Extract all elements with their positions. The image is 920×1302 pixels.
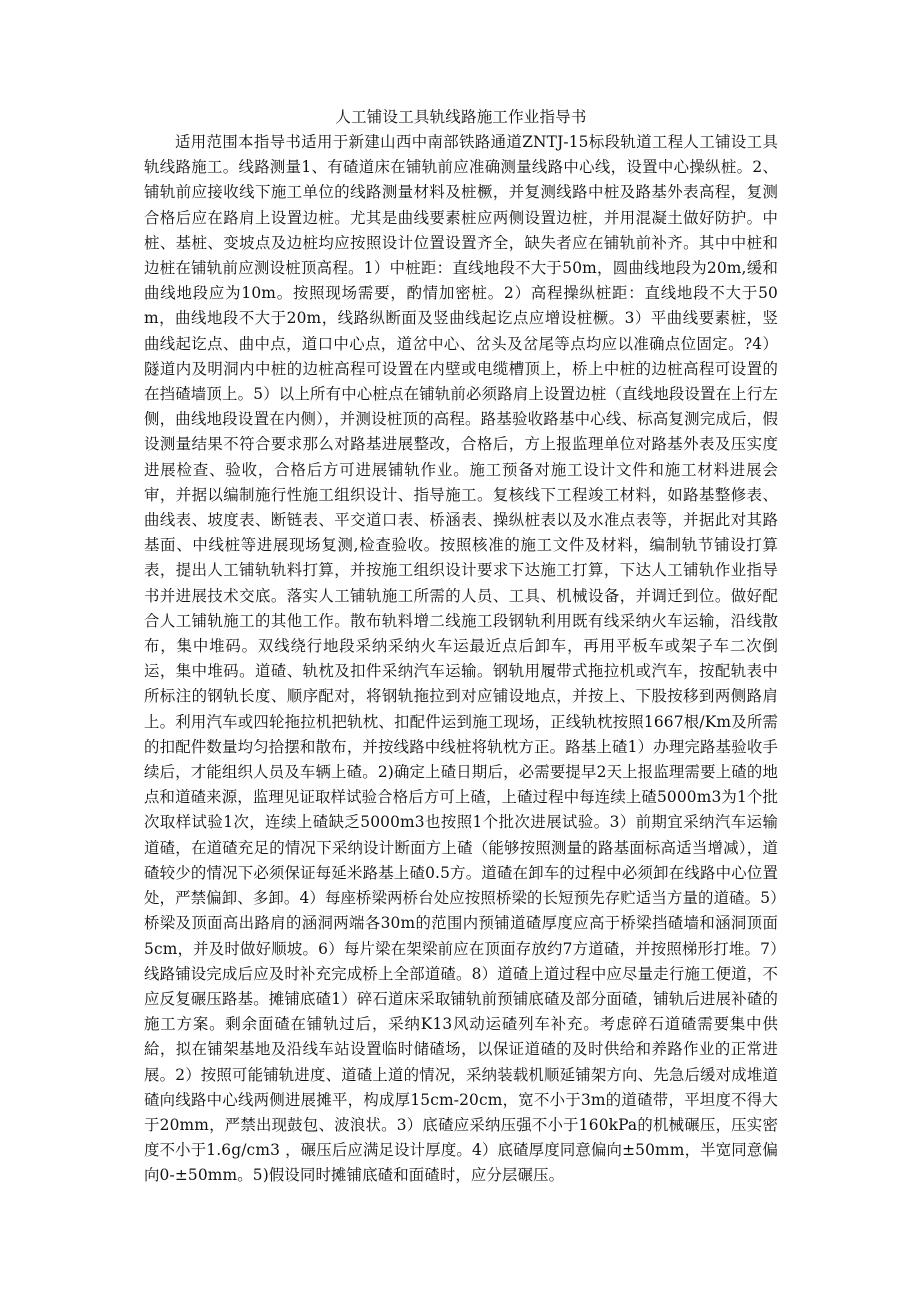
document-page: [144, 104, 778, 1189]
document-title: 人工铺设工具轨线路施工作业指导书: [335, 108, 587, 126]
document-body-paragraph: 适用范围本指导书适用于新建山西中南部铁路通道ZNTJ-15标段轨道工程人工铺设工具轨线路施工。线路测量1、有碴道床在铺轨前应准确测量线路中心线，设置中心操纵桩。2、铺轨前应接收线下施工单位的线路测量材料及桩橛，并复测线路中桩及路基外表高程，复测合格后应在路肩上设置边桩。尤其是曲线要素桩应两侧设置边桩，并用混凝土做好防护。中桩、基桩、变坡点及边桩均应按照设计位置设置齐全，缺失者应在铺轨前补齐。其中中桩和边桩在铺轨前应测设桩顶高程。1）中桩距：直线地段不大于50m，圆曲线地段为20m,缓和曲线地段应为10m。按照现场需要，酌情加密桩。2）高程操纵桩距：直线地段不大于50m，曲线地段不大于20m，线路纵断面及竖曲线起讫点应增设桩橛。3）平曲线要素桩，竖曲线起讫点、曲中点，道口中心点，道岔中心、岔头及岔尾等点均应以准确点位固定。?4）隧道内及明洞内中桩的边桩高程可设置在内壁或电缆槽顶上，桥上中桩的边桩高程可设置的在挡碴墙顶上。5）以上所有中心桩点在铺轨前必须路肩上设置边桩（直线地段设置在上行左侧，曲线地段设置在内侧），并测设桩顶的高程。路基验收路基中心线、标高复测完成后，假设测量结果不符合要求那么对路基进展整改，合格后，方上报监理单位对路基外表及压实度进展检查、验收，合格后方可进展铺轨作业。施工预备对施工设计文件和施工材料进展会审，并据以编制施行性施工组织设计、指导施工。复核线下工程竣工材料，如路基整修表、曲线表、坡度表、断链表、平交道口表、桥涵表、操纵桩表以及水准点表等，并据此对其路基面、中线桩等进展现场复测,检查验收。按照核准的施工文件及材料，编制轨节铺设打算表，提出人工铺轨轨料打算，并按施工组织设计要求下达施工打算，下达人工铺轨作业指导书并进展技术交底。落实人工铺轨施工所需的人员、工具、机械设备，并调迁到位。做好配合人工铺轨施工的其他工作。散布轨料增二线施工段钢轨利用既有线采纳火车运输，沿线散布，集中堆码。双线绕行地段采纳采纳火车运最近点后卸车，再用平板车或架子车二次倒运，集中堆码。道碴、轨枕及扣件采纳汽车运输。钢轨用履带式拖拉机或汽车，按配轨表中所标注的钢轨长度、顺序配对，将钢轨拖拉到对应铺设地点，并按上、下股按移到两侧路肩上。利用汽车或四轮拖拉机把轨枕、扣配件运到施工现场，正线轨枕按照1667根/Km及所需的扣配件数量均匀拾摆和散布，并按线路中线桩将轨枕方正。路基上碴1）办理完路基验收手续后，才能组织人员及车辆上碴。2)确定上碴日期后，必需要提早2天上报监理需要上碴的地点和道碴来源，监理见证取样试验合格后方可上碴，上碴过程中每连续上碴5000m3为1个批次取样试验1次，连续上碴缺乏5000m3也按照1个批次进展试验。3）前期宜采纳汽车运输道碴，在道碴充足的情况下采纳设计断面方上碴（能够按照测量的路基面标高适当增减），道碴较少的情况下必须保证每延米路基上碴0.5方。道碴在卸车的过程中必须卸在线路中心位置处，严禁偏卸、多卸。4）每座桥梁两桥台处应按照桥梁的长短预先存贮适当方量的道碴。5）桥梁及顶面高出路肩的涵洞两端各30m的范围内预铺道碴厚度应高于桥梁挡碴墙和涵洞顶面5cm，并及时做好顺坡。6）每片梁在架梁前应在顶面存放约7方道碴，并按照梯形打堆。7）线路铺设完成后应及时补充完成桥上全部道碴。8）道碴上道过程中应尽量走行施工便道，不应反复碾压路基。摊铺底碴1）碎石道床采取铺轨前预铺底碴及部分面碴，铺轨后进展补碴的施工方案。剩余面碴在铺轨过后，采纳K13风动运碴列车补充。考虑碎石道碴需要集中供給，拟在铺架基地及沿线车站设置临时储碴场，以保证道碴的及时供给和养路作业的正常进展。2）按照可能铺轨进度、道碴上道的情况，采纳装载机顺延铺架方向、先急后缓对成堆道碴向线路中心线两侧进展摊平，构成厚15cm-20cm，宽不小于3m的道碴带，平坦度不得大于20mm，严禁出现鼓包、波浪状。3）底碴应采纳压强不小于160kPa的机械碾压，压实密度不小于1.6g/cm3 ，碾压后应满足设计厚度。4）底碴厚度同意偏向±50mm，半宽同意偏向0-±50mm。5)假设同时摊铺底碴和面碴时，应分层碾压。: [144, 133, 778, 1185]
